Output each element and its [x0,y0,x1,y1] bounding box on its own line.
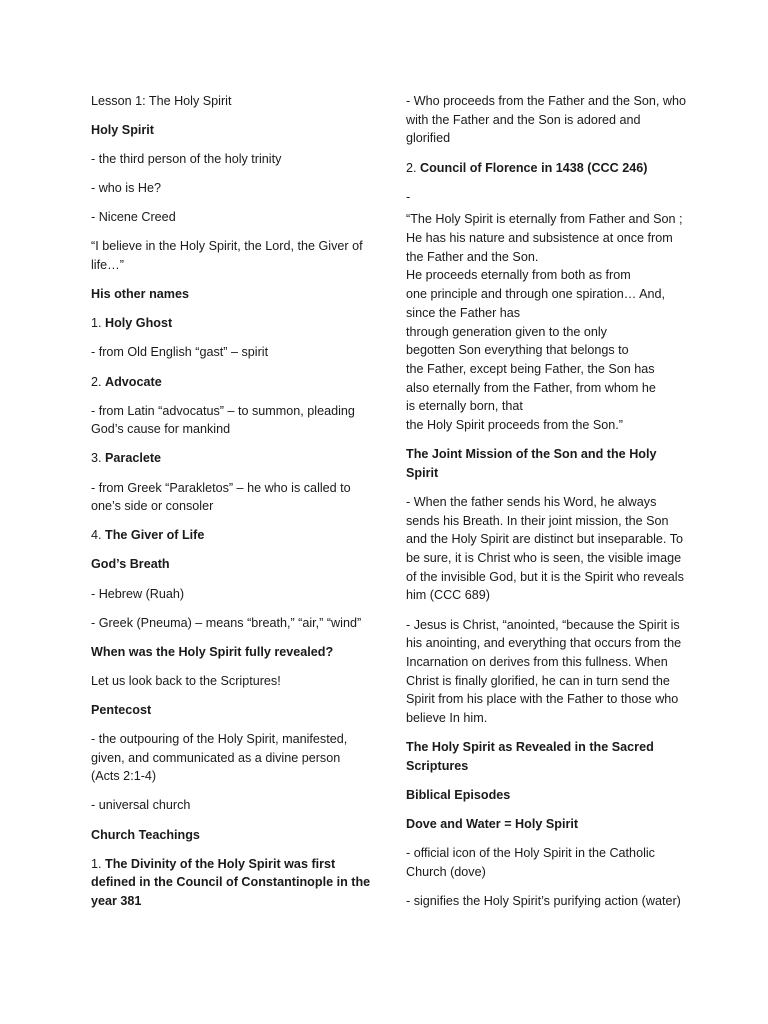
florence-quote-line-7: the Father, except being Father, the Son has [406,361,655,376]
holy-spirit-heading: Holy Spirit [91,123,154,138]
water-purifying-text: - signifies the Holy Spirit’s purifying action (water) [406,893,681,908]
name-item-1-number: 1. [91,316,106,331]
dash-line: - [406,189,411,204]
florence-quote-line-5: through generation given to the only [406,324,607,339]
bullet-third-person: - the third person of the holy trinity [91,152,282,167]
name-item-1 [91,314,371,333]
name-item-2 [91,373,371,392]
left-column [91,92,371,921]
joint-mission-paragraph-1: - When the father sends his Word, he always sends his Breath. In their joint mission, the Son and the Holy Spirit are distinct but inseparable. To be sure, it is Christ who is seen, the visible image of the invisible God, but it is the Spirit who reveals him (CCC 689) [406,494,684,603]
church-teaching-2-number: 2. [406,160,421,175]
pentecost-outpouring: - the outpouring of the Holy Spirit, manifested, given, and communicated as a divine person (Acts 2:1-4) [91,731,348,784]
florence-quote-line-2: He proceeds eternally from both as from [406,268,631,283]
gods-breath-heading: God’s Breath [91,557,170,572]
name-item-1-title: Holy Ghost [105,316,173,331]
pentecost-heading: Pentecost [91,702,152,717]
joint-mission-paragraph-2: - Jesus is Christ, “anointed, “because the Spirit is his anointing, and everything that occurs from the Incarnation on derives from this fullness. When Christ is finally glorified, he can in turn send the Spirit from his place with the Father to those who believe In him. [406,617,682,726]
church-teachings-heading: Church Teachings [91,827,200,842]
right-column [406,92,686,921]
fully-revealed-heading: When was the Holy Spirit fully revealed? [91,644,334,659]
dove-icon-text: - official icon of the Holy Spirit in the Catholic Church (dove) [406,846,655,879]
name-item-2-desc: - from Latin “advocatus” – to summon, pleading God’s cause for mankind [91,403,355,437]
other-names-heading: His other names [91,287,189,302]
gods-breath-hebrew: - Hebrew (Ruah) [91,586,185,601]
church-teaching-1-number: 1. [91,856,106,871]
creed-quote: “I believe in the Holy Spirit, the Lord, the Giver of life…” [91,239,363,273]
gods-breath-greek: - Greek (Pneuma) – means “breath,” “air,” “wind” [91,615,362,630]
bullet-who-is-he: - who is He? [91,181,161,196]
name-item-3 [91,449,371,468]
look-back-text: Let us look back to the Scriptures! [91,673,281,688]
joint-mission-heading: The Joint Mission of the Son and the Holy Spirit [406,447,657,480]
dove-water-heading: Dove and Water = Holy Spirit [406,817,579,832]
pentecost-universal-church: - universal church [91,798,191,813]
sacred-scriptures-heading: The Holy Spirit as Revealed in the Sacred Scriptures [406,740,654,773]
church-teaching-1-text: The Divinity of the Holy Spirit was first defined in the Council of Constantinople in the year 381 [91,856,371,909]
name-item-3-title: Paraclete [105,451,162,466]
name-item-2-title: Advocate [105,374,162,389]
name-item-4-title: The Giver of Life [105,528,205,543]
biblical-episodes-heading: Biblical Episodes [406,787,511,802]
florence-quote-line-8: also eternally from the Father, from whom he [406,380,656,395]
name-item-3-desc: - from Greek “Parakletos” – he who is called to one’s side or consoler [91,480,351,514]
lesson-title: Lesson 1: The Holy Spirit [91,94,232,108]
bullet-nicene-creed: - Nicene Creed [91,210,176,225]
church-teaching-2-text: Council of Florence in 1438 (CCC 246) [420,160,648,175]
proceeds-text: - Who proceeds from the Father and the Son, who with the Father and the Son is adored and glorified [406,94,687,146]
florence-quote-line-6: begotten Son everything that belongs to [406,343,629,358]
florence-quote-line-1: “The Holy Spirit is eternally from Father and Son ; He has his nature and subsistence at once from the Father and the Son. [406,212,683,264]
name-item-2-number: 2. [91,374,106,389]
name-item-3-number: 3. [91,451,106,466]
name-item-1-desc: - from Old English “gast” – spirit [91,345,269,360]
name-item-4 [91,526,371,545]
name-item-4-number: 4. [91,528,106,543]
church-teaching-1 [91,855,371,911]
florence-quote-line-10: the Holy Spirit proceeds from the Son.” [406,418,623,433]
church-teaching-2 [406,159,686,178]
florence-quote-line-3: one principle and through one spiration… And, [406,287,666,302]
florence-quote-line-9: is eternally born, that [406,399,523,414]
florence-quote-line-4: since the Father has [406,305,521,320]
